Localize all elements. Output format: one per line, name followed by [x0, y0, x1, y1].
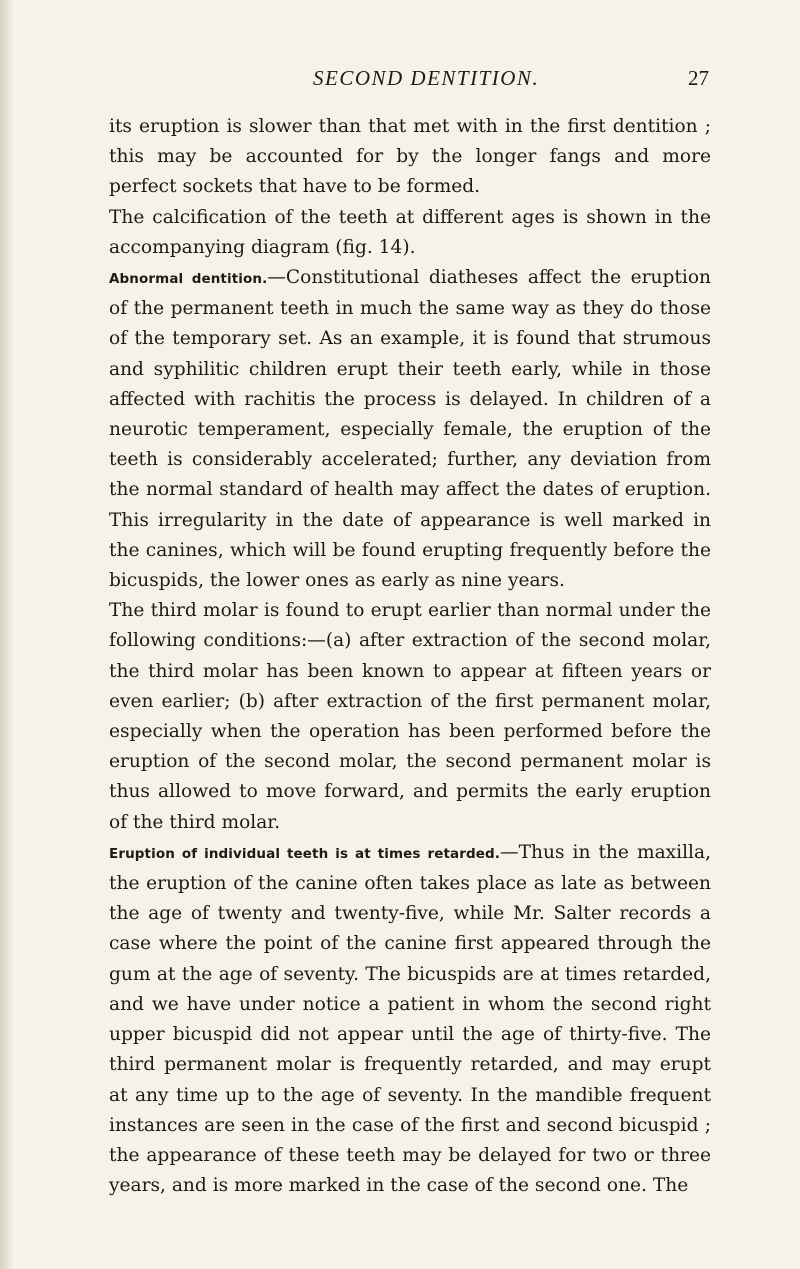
section-head-eruption-retarded: Eruption of individual teeth is at times retarded. — [109, 845, 500, 862]
paragraph-abnormal-dentition-text: —Constitutional diatheses affect the eruption of the permanent teeth in much the same way as they do those of the temporary set. As an example, it is found that strumous and syphilitic children erupt their teeth early, while in those affected with rachitis the process is delayed. In children of a neurotic temperament, especially female, the eruption of the teeth is considerably accelerated; further, any deviation from the normal standard of health may affect the dates of eruption. This irregularity in the date of appearance is well marked in the canines, which will be found erupting frequently before the bicuspids, the lower ones as early as nine years. — [109, 267, 711, 592]
paragraph-calcification-text: The calcification of the teeth at different ages is shown in the accompanying diagram (fig. 14). — [109, 206, 711, 258]
paragraph-continuation: its eruption is slower than that met with in the first dentition ; this may be accounted for by the longer fangs and more perfect sockets that have to be formed. — [109, 116, 711, 198]
body-text — [109, 112, 711, 1201]
page-number: 27 — [688, 66, 709, 90]
paragraph-third-molar: The third molar is found to erupt earlier than normal under the following conditions:—(a) after extraction of the second molar, the third molar has been known to appear at fifteen years or even earlier; (b) after extraction of the first permanent molar, especially when the operation has been performed before the eruption of the second molar, the second permanent molar is thus allowed to move forward, and permits the early eruption of the third molar. — [109, 600, 711, 833]
paragraph-eruption-retarded-text: —Thus in the maxilla, the eruption of the canine often takes place as late as between the age of twenty and twenty-five, while Mr. Salter records a case where the point of the canine first appeared through the gum at the age of seventy. The bicuspids are at times retarded, and we have under notice a patient in whom the second right upper bicuspid did not appear until the age of thirty-five. The third permanent molar is frequently retarded, and may erupt at any time up to the age of seventy. In the mandible frequent instances are seen in the case of the first and second bicuspid ; the appearance of these teeth may be delayed for two or three years, and is more marked in the case of the second one. The — [109, 841, 711, 1197]
page-edge — [0, 0, 14, 1269]
section-head-abnormal-dentition: Abnormal dentition. — [109, 271, 268, 288]
running-title: SECOND DENTITION. — [313, 66, 540, 90]
paragraph-abnormal-dentition — [109, 263, 711, 596]
paragraph-calcification — [109, 203, 711, 263]
paragraph-eruption-retarded — [109, 838, 711, 1201]
running-head — [109, 66, 709, 94]
